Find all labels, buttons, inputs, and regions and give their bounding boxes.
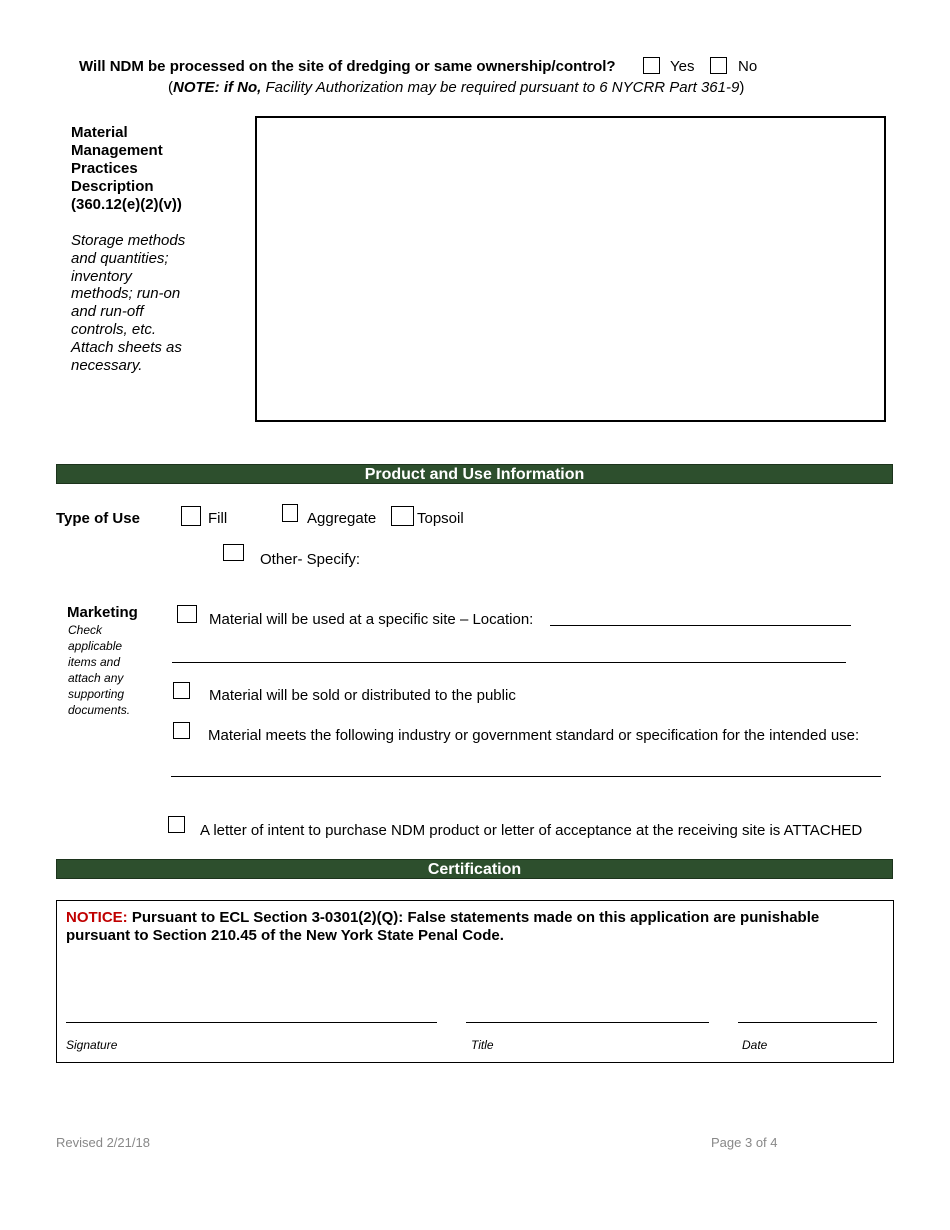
ndm-question: Will NDM be processed on the site of dredging or same ownership/control? [79,58,616,75]
page-number: Page 3 of 4 [711,1135,778,1150]
yes-label: Yes [670,58,695,75]
sold-public-checkbox[interactable] [173,682,190,699]
yes-checkbox[interactable] [643,57,660,74]
no-checkbox[interactable] [710,57,727,74]
type-of-use-label: Type of Use [56,510,140,527]
other-label: Other- Specify: [260,551,361,568]
title-field[interactable] [466,1022,709,1023]
marketing-label: Marketing [67,604,138,621]
letter-intent-label: A letter of intent to purchase NDM product or letter of acceptance at the receiving site is ATTACHED [200,822,863,839]
aggregate-checkbox[interactable] [282,504,298,522]
facility-note: (NOTE: if No, Facility Authorization may be required pursuant to 6 NYCRR Part 361-9) [168,79,745,96]
meets-standard-label: Material meets the following industry or government standard or specification for the intended use: [208,727,860,744]
marketing-help: Check applicable items and attach any supporting documents. [68,623,131,717]
material-management-textarea[interactable] [255,116,886,422]
date-label: Date [742,1038,768,1052]
fill-checkbox[interactable] [181,506,201,526]
product-use-header: Product and Use Information [56,464,893,484]
location-field-line2[interactable] [172,662,846,663]
location-field[interactable] [550,625,851,626]
signature-field[interactable] [66,1022,437,1023]
no-label: No [738,58,758,75]
revised-date: Revised 2/21/18 [56,1135,150,1150]
notice-text: NOTICE: Pursuant to ECL Section 3-0301(2)(Q): False statements made on this application are punishable pursuant to Section 210.45 of the New York State Penal Code. [66,909,820,944]
other-checkbox[interactable] [223,544,244,561]
material-management-help: Storage methods and quantities; inventory methods; run-on and run-off controls, etc. Attach sheets as necessary. [71,232,186,374]
signature-label: Signature [66,1038,118,1052]
notice-label: NOTICE: [66,909,128,926]
specific-site-label: Material will be used at a specific site – Location: [209,611,534,628]
aggregate-label: Aggregate [307,510,377,527]
topsoil-label: Topsoil [417,510,464,527]
standard-spec-field[interactable] [171,776,881,777]
certification-header: Certification [56,859,893,879]
sold-public-label: Material will be sold or distributed to the public [209,687,516,704]
letter-intent-checkbox[interactable] [168,816,185,833]
topsoil-checkbox[interactable] [391,506,414,526]
meets-standard-checkbox[interactable] [173,722,190,739]
title-label: Title [471,1038,494,1052]
date-field[interactable] [738,1022,877,1023]
specific-site-checkbox[interactable] [177,605,197,623]
material-management-title: Material Management Practices Description (360.12(e)(2)(v)) [71,124,182,213]
fill-label: Fill [208,510,228,527]
